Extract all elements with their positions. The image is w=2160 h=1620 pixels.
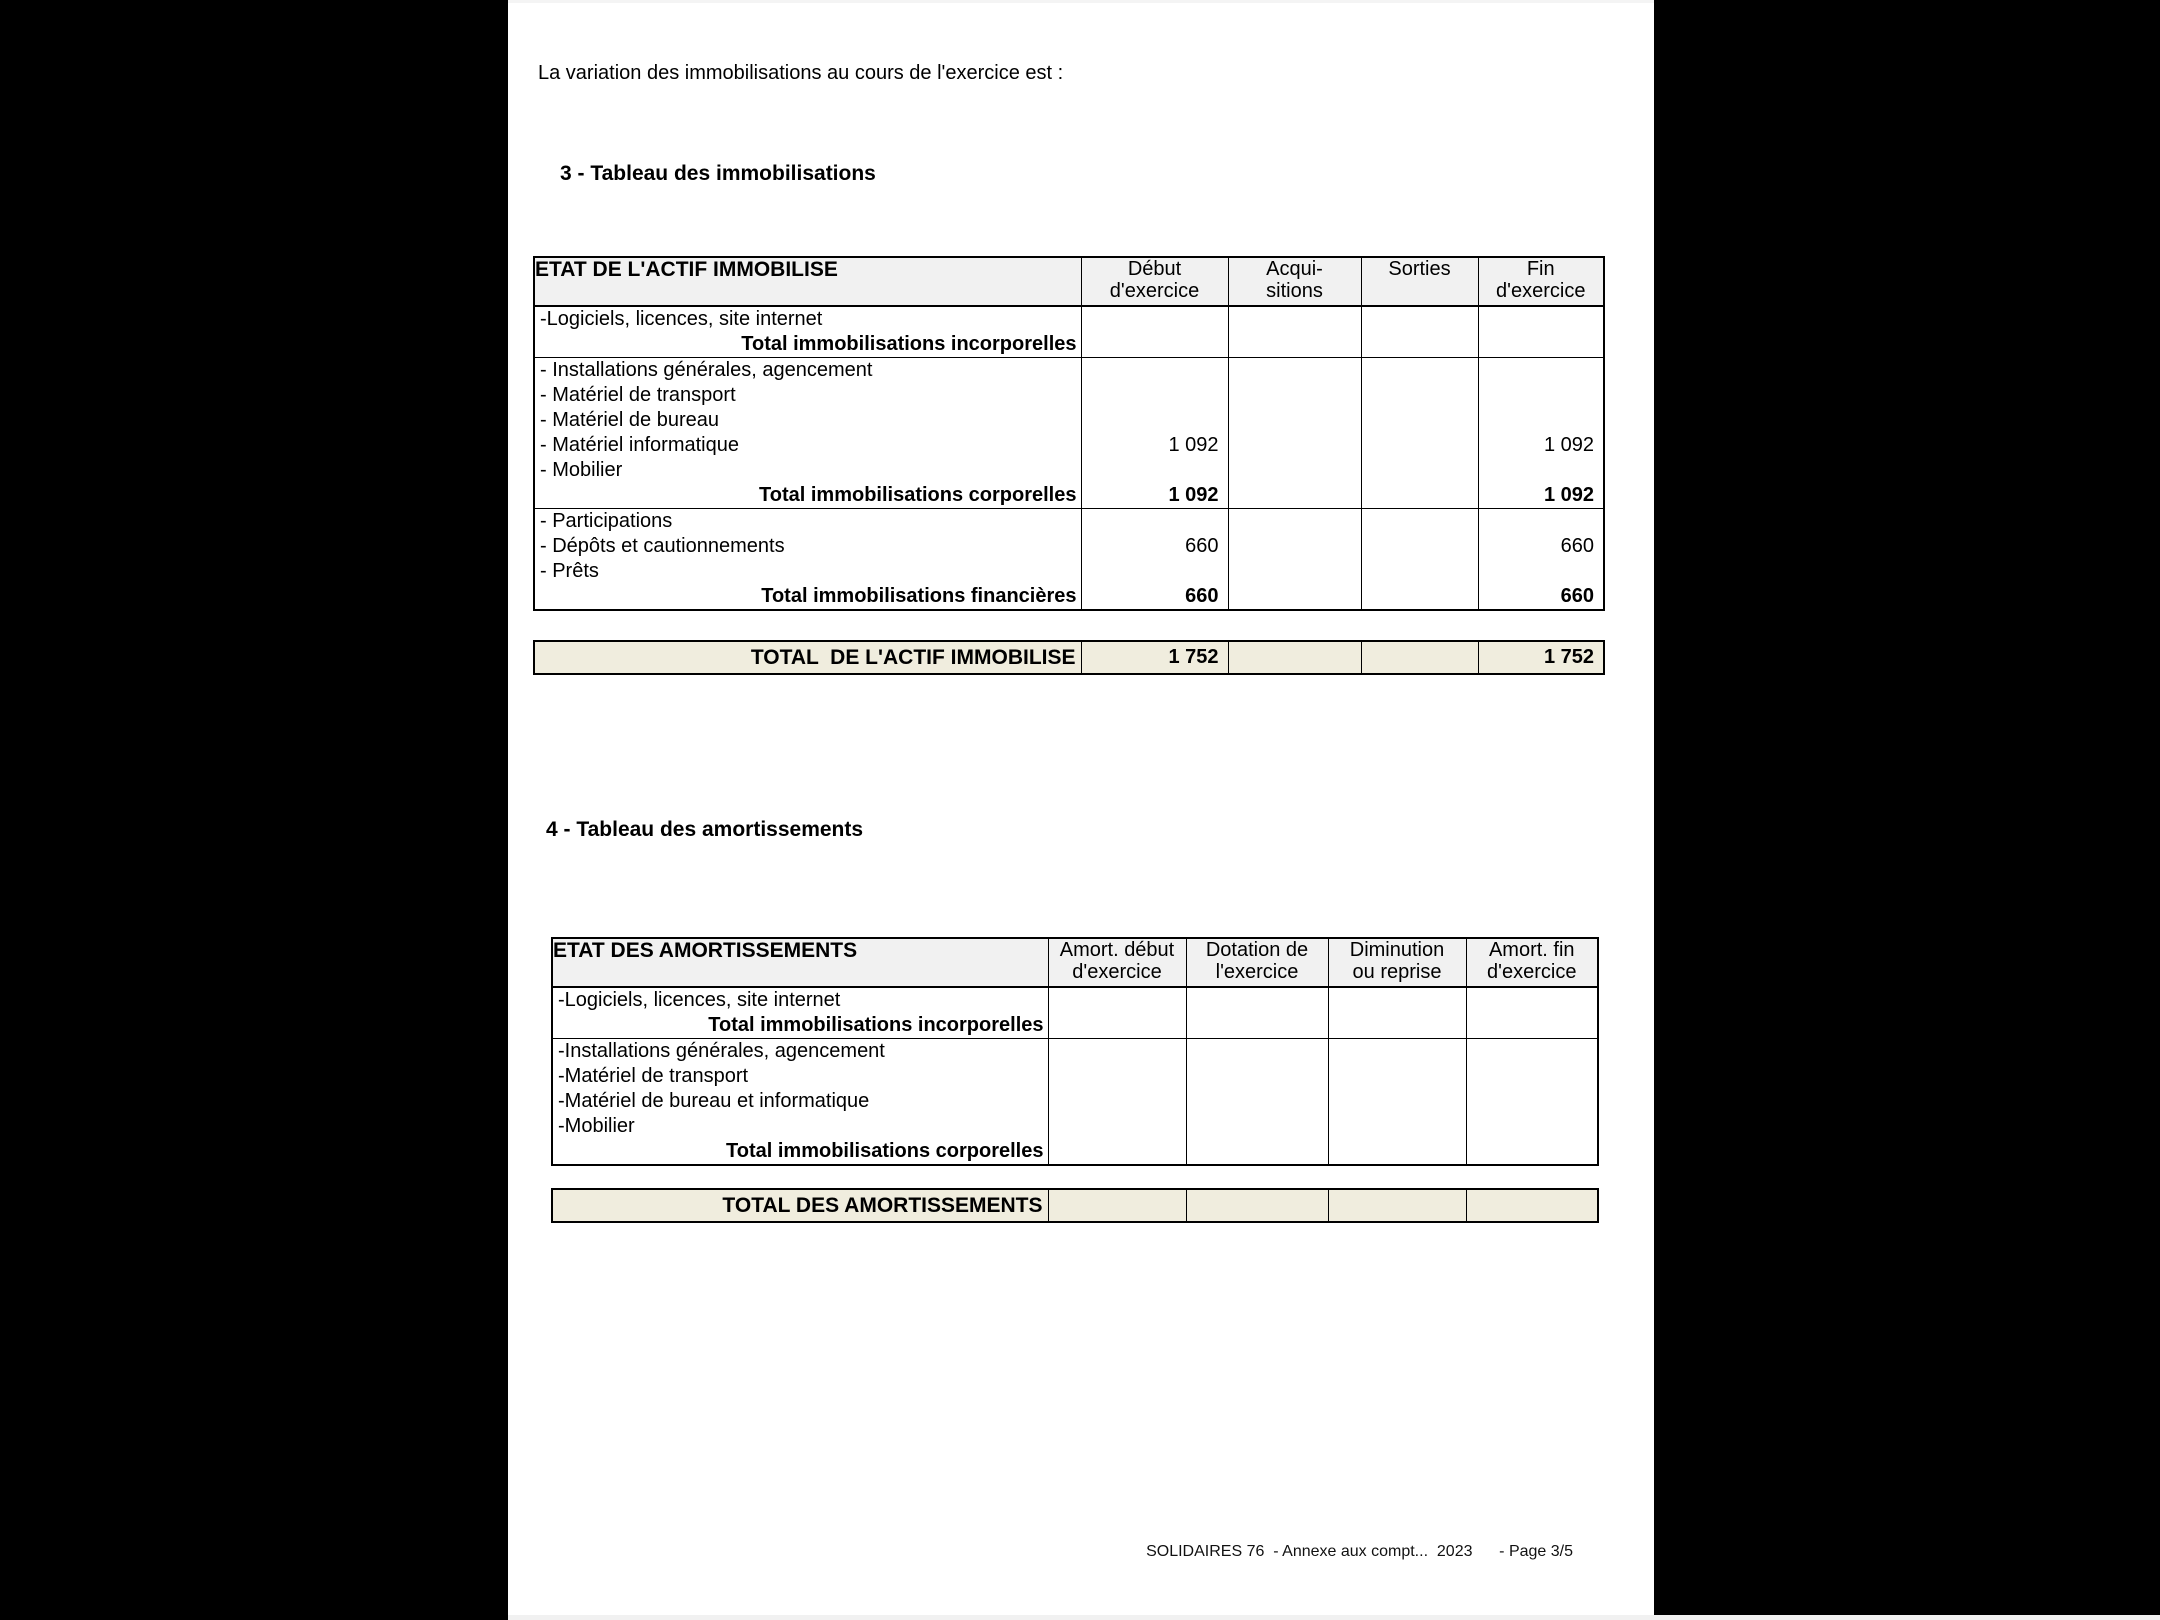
actif-total-acquisitions	[1228, 641, 1361, 674]
financieres-debut-cell	[1081, 509, 1228, 611]
immobilisations-table	[533, 256, 1605, 611]
amort-incorporelles-labels	[552, 987, 1048, 1039]
row-label: - Matériel de bureau	[540, 409, 719, 431]
row-label: -Matériel de transport	[558, 1065, 749, 1087]
col-header-acquisitions: Acqui- sitions	[1228, 257, 1361, 306]
row-label: -Logiciels, licences, site internet	[540, 308, 823, 330]
immobilisations-header-row	[534, 257, 1604, 306]
col-header-amort-debut: Amort. début d'exercice	[1048, 938, 1186, 987]
financieres-labels	[534, 509, 1081, 611]
amort-corporelles-col4-cell	[1466, 1039, 1598, 1166]
col-header-dotation: Dotation de l'exercice	[1186, 938, 1328, 987]
corporelles-acquisitions-cell	[1228, 358, 1361, 509]
immobilisations-table-title: ETAT DE L'ACTIF IMMOBILISE	[534, 257, 1081, 306]
col-header-fin-exercice: Fin d'exercice	[1478, 257, 1604, 306]
financieres-sorties-cell	[1361, 509, 1478, 611]
incorporelles-labels	[534, 306, 1081, 358]
subtotal-financieres-debut: 660	[1185, 585, 1219, 607]
subtotal-corporelles-debut: 1 092	[1168, 484, 1219, 506]
amortissements-total-label: TOTAL DES AMORTISSEMENTS	[552, 1189, 1048, 1222]
actif-total-sorties	[1361, 641, 1478, 674]
incorporelles-section-row	[534, 306, 1604, 358]
amort-corporelles-col1-cell	[1048, 1039, 1186, 1166]
corporelles-fin-cell	[1478, 358, 1604, 509]
incorporelles-fin-cell	[1478, 306, 1604, 358]
row-label: - Mobilier	[540, 459, 623, 481]
subtotal-label: Total immobilisations corporelles	[759, 484, 1077, 506]
value-materiel-informatique-fin: 1 092	[1543, 434, 1594, 456]
corporelles-sorties-cell	[1361, 358, 1478, 509]
actif-total-label: TOTAL DE L'ACTIF IMMOBILISE	[534, 641, 1081, 674]
financieres-fin-cell	[1478, 509, 1604, 611]
row-label: - Matériel informatique	[540, 434, 739, 456]
amortissements-grand-total-row	[551, 1188, 1599, 1223]
amort-incorporelles-col3-cell	[1328, 987, 1466, 1039]
actif-grand-total-row	[533, 640, 1605, 675]
viewer-bottom-edge	[508, 1615, 2160, 1620]
amortissements-table-title: ETAT DES AMORTISSEMENTS	[552, 938, 1048, 987]
subtotal-corporelles-fin: 1 092	[1543, 484, 1594, 506]
actif-total-fin: 1 752	[1478, 641, 1604, 674]
amort-corporelles-col3-cell	[1328, 1039, 1466, 1166]
row-label: -Installations générales, agencement	[558, 1040, 885, 1062]
page-top-edge	[508, 0, 1654, 3]
financieres-section-row	[534, 509, 1604, 611]
amortissements-header-row	[552, 938, 1598, 987]
amortissements-total-col2	[1186, 1189, 1328, 1222]
col-header-debut-exercice: Début d'exercice	[1081, 257, 1228, 306]
subtotal-label: Total immobilisations incorporelles	[708, 1014, 1044, 1036]
page-footer: SOLIDAIRES 76 - Annexe aux compt... 2023 - Page 3/5	[1146, 1543, 1573, 1560]
corporelles-labels	[534, 358, 1081, 509]
row-label: - Matériel de transport	[540, 384, 736, 406]
col-header-sorties: Sorties	[1361, 257, 1478, 306]
section-3-title: 3 - Tableau des immobilisations	[560, 162, 876, 185]
amort-corporelles-labels	[552, 1039, 1048, 1166]
row-label: - Participations	[540, 510, 673, 532]
amort-incorporelles-col4-cell	[1466, 987, 1598, 1039]
subtotal-financieres-fin: 660	[1560, 585, 1594, 607]
intro-text: La variation des immobilisations au cours de l'exercice est :	[538, 62, 1064, 84]
row-label: -Logiciels, licences, site internet	[558, 989, 841, 1011]
row-label: -Matériel de bureau et informatique	[558, 1090, 870, 1112]
section-4-title: 4 - Tableau des amortissements	[546, 818, 864, 841]
subtotal-label: Total immobilisations financières	[761, 585, 1077, 607]
financieres-acquisitions-cell	[1228, 509, 1361, 611]
amort-corporelles-col2-cell	[1186, 1039, 1328, 1166]
corporelles-section-row	[534, 358, 1604, 509]
incorporelles-debut-cell	[1081, 306, 1228, 358]
amortissements-table	[551, 937, 1599, 1166]
amortissements-total-col4	[1466, 1189, 1598, 1222]
corporelles-debut-cell	[1081, 358, 1228, 509]
value-materiel-informatique-debut: 1 092	[1168, 434, 1219, 456]
row-label: -Mobilier	[558, 1115, 635, 1137]
value-depots-debut: 660	[1185, 535, 1219, 557]
incorporelles-sorties-cell	[1361, 306, 1478, 358]
row-label: - Prêts	[540, 560, 599, 582]
incorporelles-acquisitions-cell	[1228, 306, 1361, 358]
subtotal-label: Total immobilisations incorporelles	[741, 333, 1077, 355]
amort-incorporelles-section-row	[552, 987, 1598, 1039]
amortissements-total-col1	[1048, 1189, 1186, 1222]
col-header-diminution: Diminution ou reprise	[1328, 938, 1466, 987]
amort-corporelles-section-row	[552, 1039, 1598, 1166]
amort-incorporelles-col2-cell	[1186, 987, 1328, 1039]
amortissements-total-col3	[1328, 1189, 1466, 1222]
actif-total-debut: 1 752	[1081, 641, 1228, 674]
row-label: - Dépôts et cautionnements	[540, 535, 785, 557]
document-page	[508, 0, 1654, 1616]
subtotal-label: Total immobilisations corporelles	[726, 1140, 1044, 1162]
value-depots-fin: 660	[1560, 535, 1594, 557]
row-label: - Installations générales, agencement	[540, 359, 873, 381]
col-header-amort-fin: Amort. fin d'exercice	[1466, 938, 1598, 987]
amort-incorporelles-col1-cell	[1048, 987, 1186, 1039]
